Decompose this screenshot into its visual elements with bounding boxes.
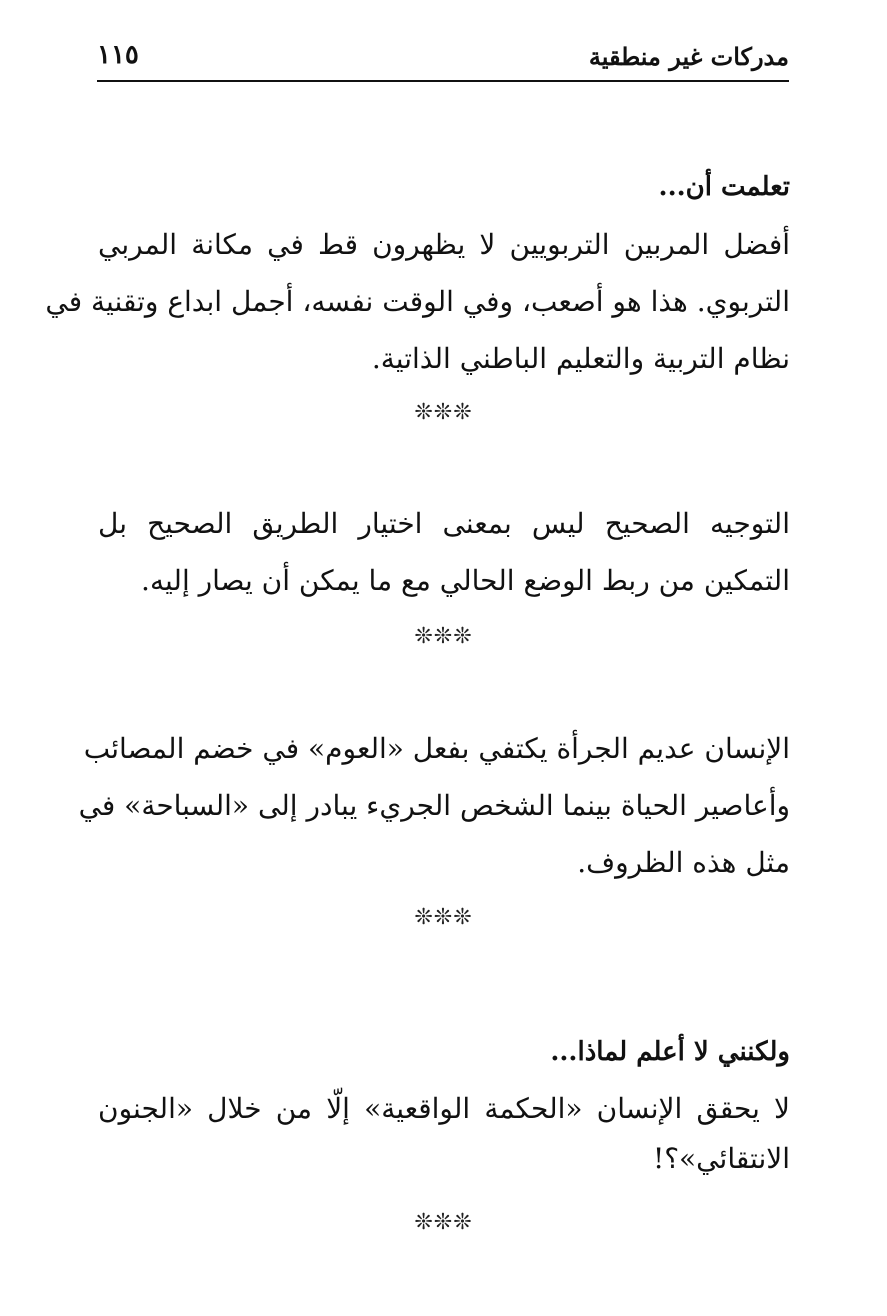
paragraph — [45, 228, 790, 388]
section-separator: ❊❊❊ — [414, 624, 473, 649]
paragraph-line: مثل هذه الظروف. — [577, 846, 790, 879]
paragraph-line: الانتقائي»؟! — [652, 1142, 790, 1175]
page-header — [97, 38, 789, 82]
running-title: مدركات غير منطقية — [588, 42, 789, 71]
paragraph — [98, 507, 790, 617]
paragraph-line: التوجيه الصحيح ليس بمعنى اختيار الطريق الصحيح بل — [98, 507, 790, 540]
paragraph-line: التربوي. هذا هو أصعب، وفي الوقت نفسه، أجمل ابداع وتقنية في — [45, 285, 790, 318]
paragraph — [98, 1092, 790, 1202]
paragraph — [78, 732, 790, 892]
page-number: ١١٥ — [97, 40, 139, 70]
section-separator: ❊❊❊ — [414, 400, 473, 425]
paragraph-line: نظام التربية والتعليم الباطني الذاتية. — [371, 342, 790, 375]
paragraph-line: الإنسان عديم الجرأة يكتفي بفعل «العوم» في خضم المصائب — [83, 732, 790, 765]
section-separator: ❊❊❊ — [414, 905, 473, 930]
paragraph-line: أفضل المربين التربويين لا يظهرون قط في مكانة المربي — [98, 228, 790, 261]
section-separator: ❊❊❊ — [414, 1210, 473, 1235]
paragraph-line: لا يحقق الإنسان «الحكمة الواقعية» إلّا من خلال «الجنون — [98, 1092, 790, 1125]
paragraph-line: التمكين من ربط الوضع الحالي مع ما يمكن أن يصار إليه. — [141, 564, 790, 597]
paragraph-line: وأعاصير الحياة بينما الشخص الجريء يبادر إلى «السباحة» في — [78, 789, 790, 822]
section-heading: تعلمت أن... — [658, 172, 790, 202]
section-heading: ولكنني لا أعلم لماذا... — [550, 1037, 790, 1067]
